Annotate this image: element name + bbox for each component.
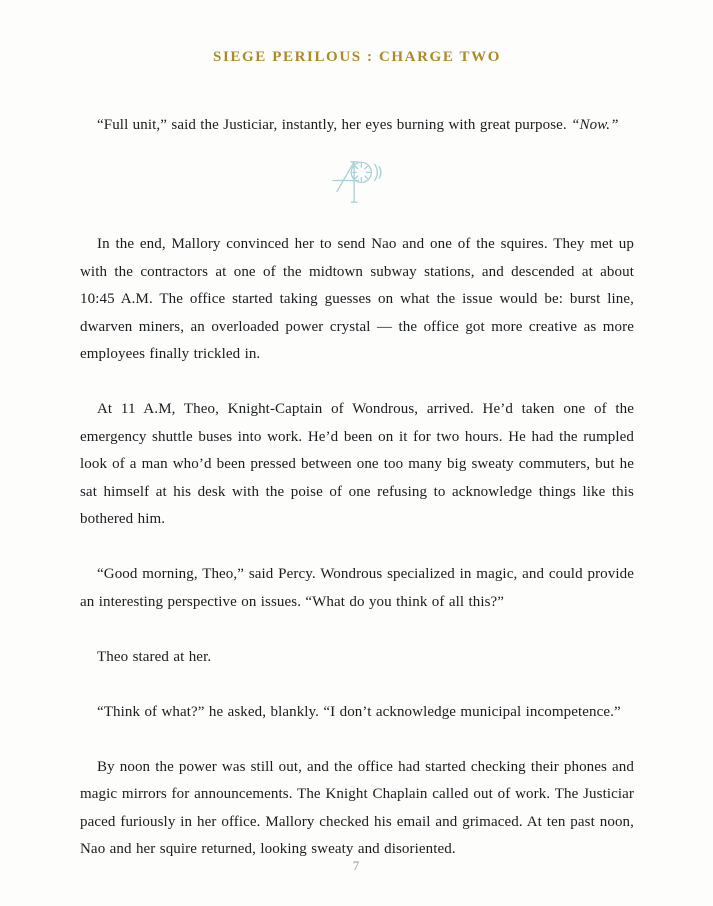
text-run: “Full unit,” said the Justiciar, instantly, her eyes burning with great purpose. <box>97 117 572 133</box>
paragraph <box>80 561 634 616</box>
page-number: 7 <box>352 858 361 873</box>
paragraph <box>80 754 634 864</box>
text-run: “Good morning, Theo,” said Percy. Wondrous specialized in magic, and could provide an interesting perspective on issues. “What do you think of all this?” <box>80 566 634 610</box>
chapter-running-head: SIEGE PERILOUS : CHARGE TWO <box>213 49 501 65</box>
paragraph <box>80 396 634 534</box>
italic-run: “Now.” <box>571 117 619 133</box>
text-run: Theo stared at her. <box>97 648 212 665</box>
page-content <box>80 112 634 864</box>
paragraph <box>80 644 634 672</box>
text-run: “Think of what?” he asked, blankly. “I don’t acknowledge municipal incompetence.” <box>97 703 621 720</box>
paragraph <box>80 231 634 369</box>
paragraph <box>80 699 634 727</box>
paragraph <box>80 112 634 140</box>
text-run: In the end, Mallory convinced her to send Nao and one of the squires. They met up with the contractors at one of the midtown subway stations, and descended at about 10:45 A.M. The office started taking guesses on what the issue would be: burst line, dwarven miners, an overloaded power crystal — the office got more creative as more employees finally trickled in. <box>80 236 634 362</box>
ap-monogram-sunburst-icon <box>328 158 386 204</box>
text-run: By noon the power was still out, and the office had started checking their phones and magic mirrors for announcements. The Knight Chaplain called out of work. The Justiciar paced furiously in her office. Mallory checked his email and grimaced. At ten past noon, Nao and her squire returned, looking sweaty and disoriented. <box>80 758 634 857</box>
text-run: At 11 A.M, Theo, Knight-Captain of Wondrous, arrived. He’d taken one of the emergency shuttle buses into work. He’d been on it for two hours. He had the rumpled look of a man who’d been pressed between one too many big sweaty commuters, but he sat himself at his desk with the poise of one refusing to acknowledge things like this bothered him. <box>80 401 634 527</box>
section-divider-ornament <box>80 158 634 204</box>
